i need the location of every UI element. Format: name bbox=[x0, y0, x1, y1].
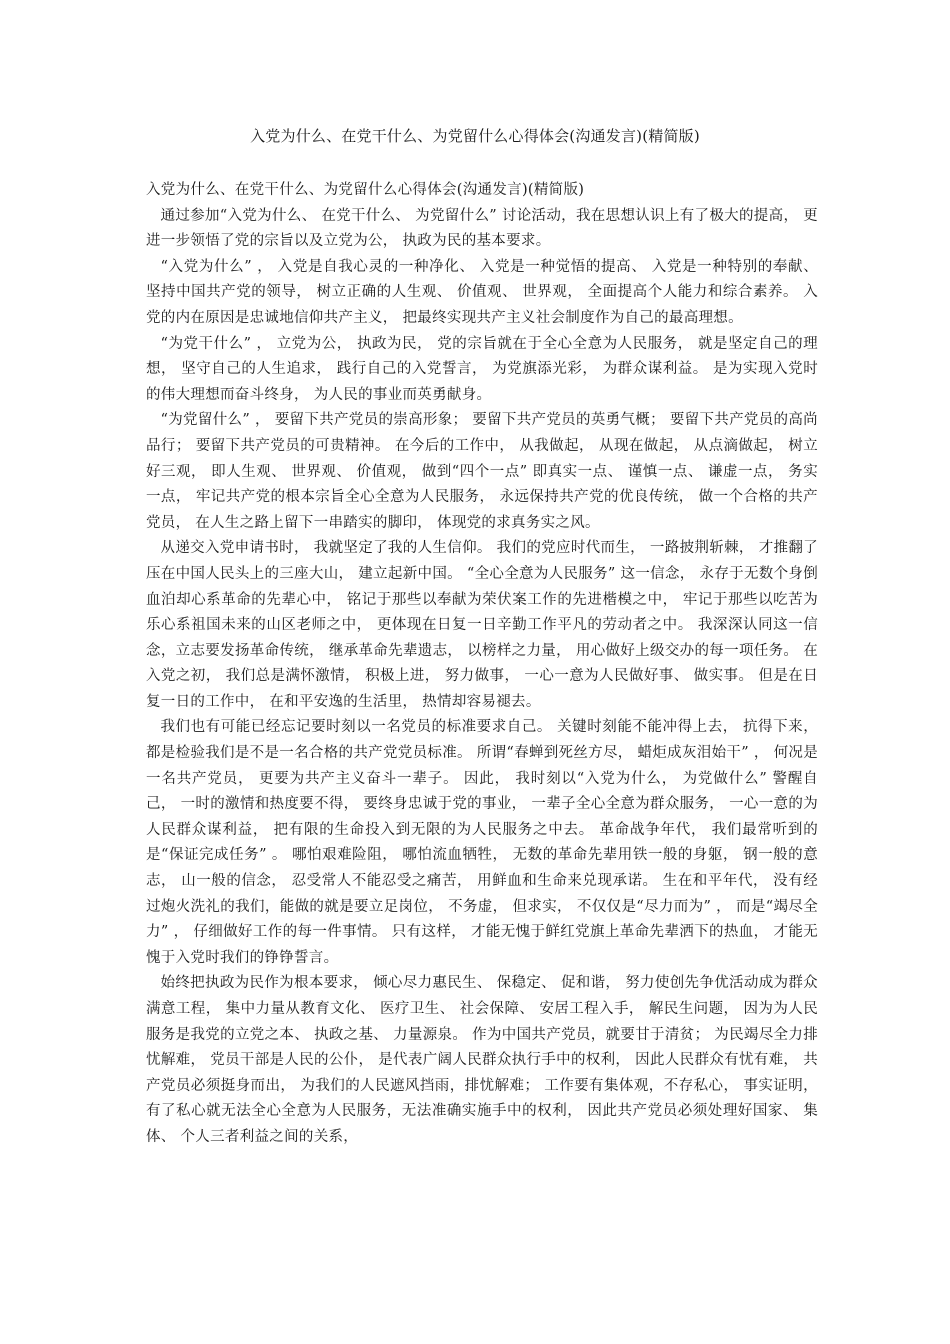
paragraph-4: “为党留什么” ， 要留下共产党员的崇高形象； 要留下共产党员的英勇气概； 要留下共产党员的高尚品行； 要留下共产党员的可贵精神。 在今后的工作中， 从我做起， 从现在做起， 从点滴做起， 树立好三观， 即人生观、 世界观、 价值观， 做到“四个一点” 即真实一点、 谨慎一点、 谦虚一点， 务实一点， 牢记共产党的根本宗旨全心全意为人民服务， 永远保持共产党的优良传统， 做一个合格的共产党员， 在人生之路上留下一串踏实的脚印， 体现党的求真务实之风。 bbox=[146, 412, 818, 531]
paragraph-6: 我们也有可能已经忘记要时刻以一名党员的标准要求自己。 关键时刻能不能冲得上去， 抗得下来， 都是检验我们是不是一名合格的共产党党员标准。 所谓“春蝉到死丝方尽， 蜡炬成灰泪始干” ， 何况是一名共产党员， 更要为共产主义奋斗一辈子。 因此， 我时刻以“入党为什么， 为党做什么” 警醒自己， 一时的激情和热度要不得， 要终身忠诚于党的事业， 一辈子全心全意为群众服务， 一心一意的为人民群众谋利益， 把有限的生命投入到无限的为人民服务之中去。 革命战争年代， 我们最常听到的是“保证完成任务” 。 哪怕艰难险阻， 哪怕流血牺牲， 无数的革命先辈用铁一般的身躯， 钢一般的意志， 山一般的信念， 忍受常人不能忍受之痛苦， 用鲜血和生命来兑现承诺。 生在和平年代， 没有经过炮火洗礼的我们，能做的就是要立足岗位， 不务虚， 但求实， 不仅仅是“尽力而为” ， 而是“竭尽全力” ， 仔细做好工作的每一件事情。 只有这样， 才能无愧于鲜红党旗上革命先辈洒下的热血， 才能无愧于入党时我们的铮铮誓言。 bbox=[146, 719, 818, 966]
document-subtitle: 入党为什么、在党干什么、为党留什么心得体会(沟通发言)(精简版) bbox=[146, 182, 585, 198]
paragraph-3: “为党干什么” ， 立党为公， 执政为民， 党的宗旨就在于全心全意为人民服务， 就是坚定自己的理想， 坚守自己的人生追求， 践行自己的入党誓言， 为党旗添光彩， 为群众谋利益。 是为实现入党时的伟大理想而奋斗终身， 为人民的事业而英勇献身。 bbox=[146, 335, 818, 403]
document-title: 入党为什么、在党干什么、为党留什么心得体会(沟通发言)(精简版) bbox=[250, 127, 700, 145]
document-body bbox=[146, 178, 818, 1151]
paragraph-1: 通过参加“入党为什么、 在党干什么、 为党留什么” 讨论活动，我在思想认识上有了极大的提高， 更进一步领悟了党的宗旨以及立党为公， 执政为民的基本要求。 bbox=[146, 207, 818, 250]
paragraph-5: 从递交入党申请书时， 我就坚定了我的人生信仰。 我们的党应时代而生， 一路披荆斩棘， 才推翻了压在中国人民头上的三座大山， 建立起新中国。 “全心全意为人民服务” 这一信念， 永存于无数个身倒血泊却心系革命的先辈心中， 铭记于那些以奉献为荣伏案工作的先进楷模之中， 牢记于那些以吃苦为乐心系祖国未来的山区老师之中， 更体现在日复一日辛勤工作平凡的劳动者之中。 我深深认同这一信念，立志要发扬革命传统， 继承革命先辈遗志， 以榜样之力量， 用心做好上级交办的每一项任务。 在入党之初， 我们总是满怀激情， 积极上进， 努力做事， 一心一意为人民做好事、 做实事。 但是在日复一日的工作中， 在和平安逸的生活里， 热情却容易褪去。 bbox=[146, 540, 818, 710]
paragraph-2: “入党为什么” ， 入党是自我心灵的一种净化、 入党是一种觉悟的提高、 入党是一种特别的奉献、 坚持中国共产党的领导， 树立正确的人生观、 价值观、 世界观， 全面提高个人能力和综合素养。 入党的内在原因是忠诚地信仰共产主义， 把最终实现共产主义社会制度作为自己的最高理想。 bbox=[146, 258, 818, 326]
paragraph-7: 始终把执政为民作为根本要求， 倾心尽力惠民生、 保稳定、 促和谐， 努力使创先争优活动成为群众满意工程， 集中力量从教育文化、 医疗卫生、 社会保障、 安居工程入手， 解民生问题， 因为为人民服务是我党的立党之本、 执政之基、 力量源泉。 作为中国共产党员，就要甘于清贫； 为民竭尽全力排忧解难， 党员干部是人民的公仆， 是代表广阔人民群众执行手中的权利， 因此人民群众有忧有难， 共产党员必须挺身而出， 为我们的人民遮风挡雨，排忧解难； 工作要有集体观，不存私心， 事实证明， 有了私心就无法全心全意为人民服务，无法准确实施手中的权利， 因此共产党员必须处理好国家、 集体、 个人三者利益之间的关系， bbox=[146, 975, 818, 1145]
